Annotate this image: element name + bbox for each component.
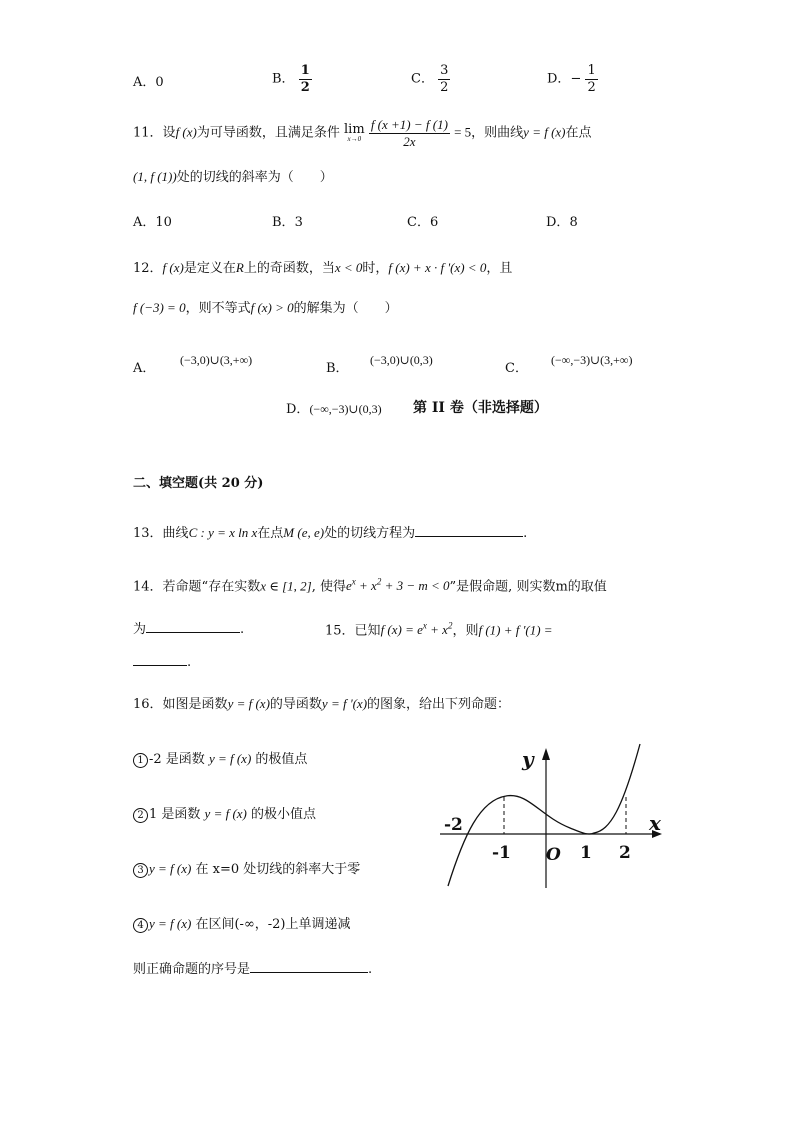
q11-option-d: D．8 [546,215,578,230]
graph-tick-1: 1 [580,843,592,863]
q11-option-c: C．6 [407,215,439,230]
graph-y-label: y [522,747,534,771]
q10-option-d: D．− $\frac{1}{2}$ [547,63,596,95]
section-title: 第 II 卷（非选择题） [413,400,548,416]
part2-heading: 二、填空题(共 20 分) [133,476,264,491]
y-axis-arrow [542,748,550,760]
q14-answer-blank[interactable] [146,622,240,633]
q11-option-b: B．3 [272,215,303,230]
q15-stem: 15．已知f $(x) = e^x + x^2$，则f (1) + f '(1) = [325,621,553,639]
q12-option-c-value: (−∞,−3)∪(3,+∞) [551,353,633,367]
q16-statement-1: 1 -2 是函数 y = f (x) 的极值点 [133,752,307,768]
q14-stem-line2: 为 . [133,622,245,637]
q13-stem: 13．曲线C : y = x ln x在点M (e, e)处的切线方程为 . [133,525,528,541]
q12-option-a-label: A． [133,361,156,376]
derivative-graph [430,740,670,890]
graph-x-label: x [649,811,661,835]
q12-option-d: D．(−∞,−3)∪(0,3) [286,402,382,417]
derivative-curve [448,744,640,886]
q16-answer-line: 则正确命题的序号是 . [133,962,373,977]
q16-statement-4: 4 y = f (x) 在区间(-∞，-2)上单调递减 [133,917,351,933]
graph-tick-2: 2 [619,843,631,863]
q16-statement-3: 3 y = f (x) 在 x=0 处切线的斜率大于零 [133,862,360,878]
q13-answer-blank[interactable] [415,526,523,537]
q10-option-a: A．0 [133,75,164,90]
q10-option-b: B． $\frac{1}{2}$ [272,63,310,95]
q10-option-c: C． $\frac{3}{2}$ [411,63,449,95]
graph-origin-label: O [546,845,561,865]
q12-option-a-value: (−3,0)∪(3,+∞) [180,353,253,367]
q16-answer-blank[interactable] [250,962,368,973]
q12-option-b-label: B． [326,361,349,376]
q11-stem-line1: 11．设f (x)为可导函数，且满足条件 lim x→0 $\frac{f (x +1) - f (1)}{2x}$ = 5，则曲线y = f (x)在点 [133,117,592,149]
q16-statement-2: 2 1 是函数 y = f (x) 的极小值点 [133,807,316,823]
q11-option-a: A．10 [133,215,172,230]
q12-option-b-value: (−3,0)∪(0,3) [370,353,433,367]
q11-stem-line2: (1, f (1))处的切线的斜率为（ ） [133,169,333,185]
q15-answer-blank[interactable] [133,655,187,666]
q12-stem-line2: f (−3) = 0，则不等式f (x) > 0的解集为（ ） [133,300,398,316]
q12-stem-line1: 12．f (x)是定义在R上的奇函数，当x < 0时，f (x) + x · f '(x) < 0，且 [133,260,513,276]
q16-stem: 16．如图是函数y = f (x)的导函数y = f '(x)的图象，给出下列命题： [133,696,511,712]
q15-answer-line: . [133,655,191,669]
graph-tick-neg1: -1 [492,843,511,863]
q12-option-c-label: C． [505,361,528,376]
graph-tick-neg2: -2 [444,815,463,835]
q14-stem-line1: 14．若命题“存在实数x ∈ [1, 2], 使得$e^x + x^2 + 3 - m < 0$”是假命题, 则实数m的取值 [133,577,607,595]
